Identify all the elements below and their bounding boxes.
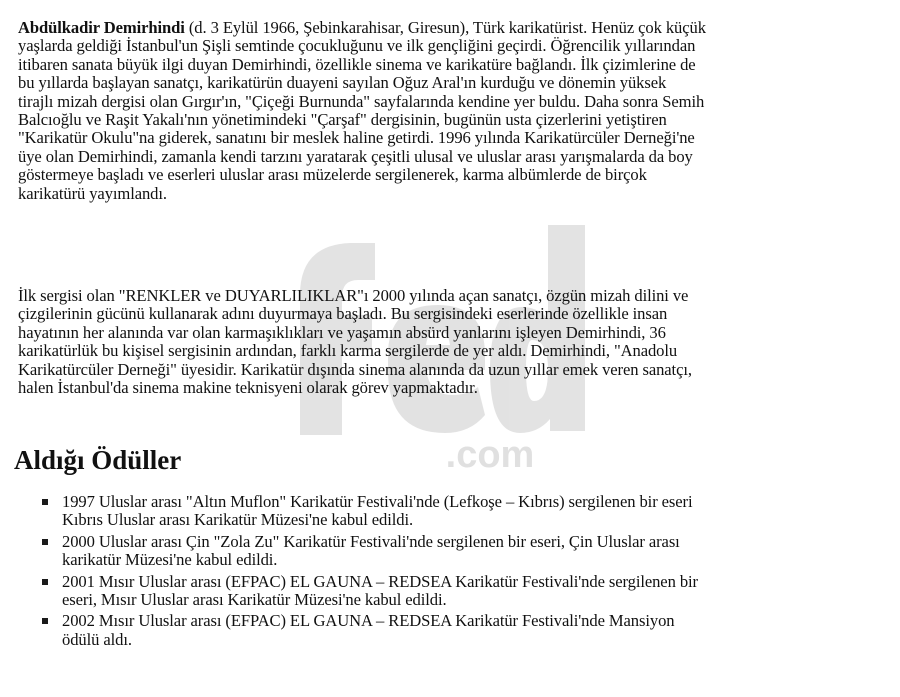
text-line: hayatının her alanında var olan karmaşıklıkları ve yaşamın absürd yanlarını işleyen Demirhindi, 36	[18, 322, 666, 342]
text-line: İlk sergisi olan "RENKLER ve DUYARLILIKLAR"ı 2000 yılında açan sanatçı, özgün mizah dilini ve	[18, 286, 689, 305]
exhibition-paragraph	[18, 287, 888, 397]
bullet-icon	[42, 539, 48, 545]
person-name: Abdülkadir Demirhindi	[18, 18, 185, 37]
text-line: karikatürlük bu kişisel sergisinin ardından, farklı karma sergilerde de yer aldı. Demirhindi, "Anadolu	[18, 341, 678, 361]
text-line: 1997 Uluslar arası "Altın Muflon" Karikatür Festivali'nde (Lefkoşe – Kıbrıs) sergilenen bir eseri	[62, 492, 693, 511]
text-line: Karikatürcüler Derneği" üyesidir. Karikatür dışında sinema alanında da uzun yıllar emek veren sanatçı,	[18, 359, 692, 379]
bullet-icon	[42, 579, 48, 585]
text-line: 2001 Mısır Uluslar arası (EFPAC) EL GAUNA – REDSEA Karikatür Festivali'nde sergilenen bir	[62, 571, 698, 591]
biography-paragraph	[18, 19, 888, 203]
text-line: halen İstanbul'da sinema makine teknisyeni olarak görev yapmaktadır.	[18, 378, 478, 398]
text-line: Balcıoğlu ve Raşit Yakalı'nın yönetimindeki "Çarşaf" dergisinin, bugünün usta çizerlerini yetiştiren	[18, 110, 667, 130]
text-line	[18, 19, 888, 37]
text-line: Kıbrıs Uluslar arası Karikatür Müzesi'ne kabul edildi.	[62, 510, 414, 530]
text-line: üye olan Demirhindi, zamanla kendi tarzını yaratarak çeşitli ulusal ve uluslar arası yarışmalarda da boy	[18, 146, 693, 166]
awards-list	[40, 493, 890, 652]
text-line: göstermeye başladı ve eserleri uluslar arası müzelerde sergilenerek, karma albümlerde de birçok	[18, 165, 647, 185]
award-item	[40, 493, 890, 530]
text-line: karikatürü yayımlandı.	[18, 183, 167, 203]
text-line: yaşlarda geldiği İstanbul'un Şişli semtinde çocukluğunu ve ilk gençliğini geçirdi. Öğrencilik yıllarından	[18, 36, 696, 56]
text-line: ödülü aldı.	[62, 629, 132, 649]
text-line: eseri, Mısır Uluslar arası Karikatür Müzesi'ne kabul edildi.	[62, 590, 447, 610]
text-line: çizgilerinin gücünü kullanarak adını duyurmaya başladı. Bu sergisindeki eserlerinde özellikle insan	[18, 304, 668, 324]
text-line: 2002 Mısır Uluslar arası (EFPAC) EL GAUNA – REDSEA Karikatür Festivali'nde Mansiyon	[62, 611, 675, 631]
text-line: tirajlı mizah dergisi olan Gırgır'ın, "Çiçeği Burnunda" sayfalarında kendine yer buldu. Daha sonra Semih	[18, 91, 705, 111]
award-item	[40, 573, 890, 610]
text-line: bu yıllarda başlayan sanatçı, karikatürün duayeni sayılan Oğuz Aral'ın kurduğu ve dönemin yüksek	[18, 73, 667, 93]
award-item	[40, 612, 890, 649]
text-line: 2000 Uluslar arası Çin "Zola Zu" Karikatür Festivali'nde sergilenen bir eseri, Çin Uluslar arası	[62, 531, 680, 551]
text-line: karikatür Müzesi'ne kabul edildi.	[62, 550, 278, 570]
watermark-suffix: .com	[445, 434, 535, 475]
text-line: itibaren sanata büyük ilgi duyan Demirhindi, özellikle sinema ve karikatüre bağlandı. İlk çizimlerine de	[18, 54, 696, 74]
award-item	[40, 533, 890, 570]
awards-heading: Aldığı Ödüller	[14, 445, 182, 475]
bullet-icon	[42, 499, 48, 505]
bullet-icon	[42, 618, 48, 624]
text-line: "Karikatür Okulu"na giderek, sanatını bir meslek haline getirdi. 1996 yılında Karikatürcüler Derneği'ne	[18, 128, 695, 148]
text-fragment: (d. 3 Eylül 1966, Şebinkarahisar, Giresun), Türk karikatürist. Henüz çok küçük	[184, 18, 706, 37]
